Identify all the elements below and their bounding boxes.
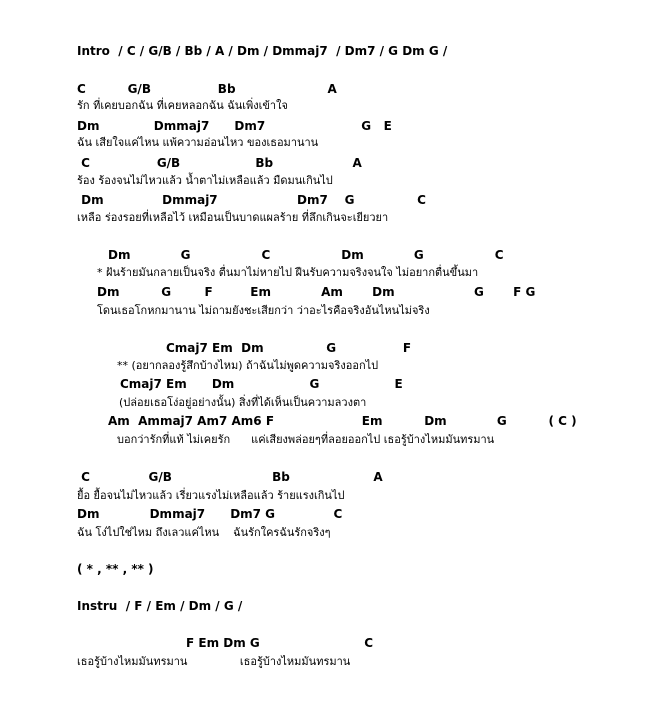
verse2-lyric-1: ยื้อ ยื้อจนไม่ไหวแล้ว เรี่ยวแรงไม่เหลือแล้ว ร้ายแรงเกินไป	[77, 489, 345, 502]
verse1-chords-4: Dm Dmmaj7 Dm7 G C	[77, 193, 426, 207]
verse1-lyric-3: ร้อง ร้องจนไม่ไหวแล้ว น้ำตาไม่เหลือแล้ว มืดมนเกินไป	[77, 174, 333, 187]
verse1-lyric-1: รัก ที่เคยบอกฉัน ที่เคยหลอกฉัน ฉันเพิ่งเข้าใจ	[77, 99, 288, 112]
verse2-chords-1: C G/B Bb A	[77, 470, 383, 484]
chorus2-lyric-1: ** (อยากลองรู้สึกบ้างไหม) ถ้าฉันไม่พูดความจริงออกไป	[117, 359, 379, 372]
verse2-chords-2: Dm Dmmaj7 Dm7 G C	[77, 507, 343, 521]
outro-chords: F Em Dm G C	[186, 636, 373, 650]
verse1-chords-1: C G/B Bb A	[77, 82, 337, 96]
chorus2-lyric-3: บอกว่ารักที่แท้ ไม่เคยรัก แค่เสียงพล่อยๆที่ลอยออกไป เธอรู้บ้างไหมมันทรมาน	[117, 433, 495, 446]
chorus1-lyric-2: โดนเธอโกหกมานาน ไม่ถามยังชะเสียกว่า ว่าอะไรคือจริงอันไหนไม่จริง	[97, 304, 430, 317]
verse1-chords-3: C G/B Bb A	[77, 156, 362, 170]
chorus2-chords-2: Cmaj7 Em Dm G E	[120, 377, 403, 391]
chorus2-chords-1: Cmaj7 Em Dm G F	[166, 341, 412, 355]
chorus1-chords-2: Dm G F Em Am Dm G F G	[97, 285, 536, 299]
instrumental-line: Instru / F / Em / Dm / G /	[77, 599, 243, 613]
chorus1-chords-1: Dm G C Dm G C	[108, 248, 504, 262]
repeat-marker: ( * , ** , ** )	[77, 562, 154, 576]
intro-line: Intro / C / G/B / Bb / A / Dm / Dmmaj7 / Dm7 / G Dm G /	[77, 44, 448, 58]
verse2-lyric-2: ฉัน โง่ไปใช่ไหม ถึงเลวแค่ไหน ฉันรักใครฉันรักจริงๆ	[77, 526, 331, 539]
chorus1-lyric-1: * ฝันร้ายมันกลายเป็นจริง ตื่นมาไม่หายไป ฝืนรับความจริงจนใจ ไม่อยากตื่นขึ้นมา	[97, 266, 479, 279]
chorus2-chords-3: Am Ammaj7 Am7 Am6 F Em Dm G ( C )	[108, 414, 577, 428]
chorus2-lyric-2: (ปล่อยเธอโง่อยู่อย่างนั้น) สิ่งที่ได้เห็นเป็นความลวงตา	[119, 396, 367, 409]
outro-lyric: เธอรู้บ้างไหมมันทรมาน เธอรู้บ้างไหมมันทรมาน	[77, 655, 351, 668]
verse1-lyric-4: เหลือ ร่องรอยที่เหลือไว้ เหมือนเป็นบาดแผลร้าย ที่ลึกเกินจะเยียวยา	[77, 211, 389, 224]
verse1-lyric-2: ฉัน เสียใจแค่ไหน แพ้ความอ่อนไหว ของเธอมานาน	[77, 136, 319, 149]
verse1-chords-2: Dm Dmmaj7 Dm7 G E	[77, 119, 392, 133]
